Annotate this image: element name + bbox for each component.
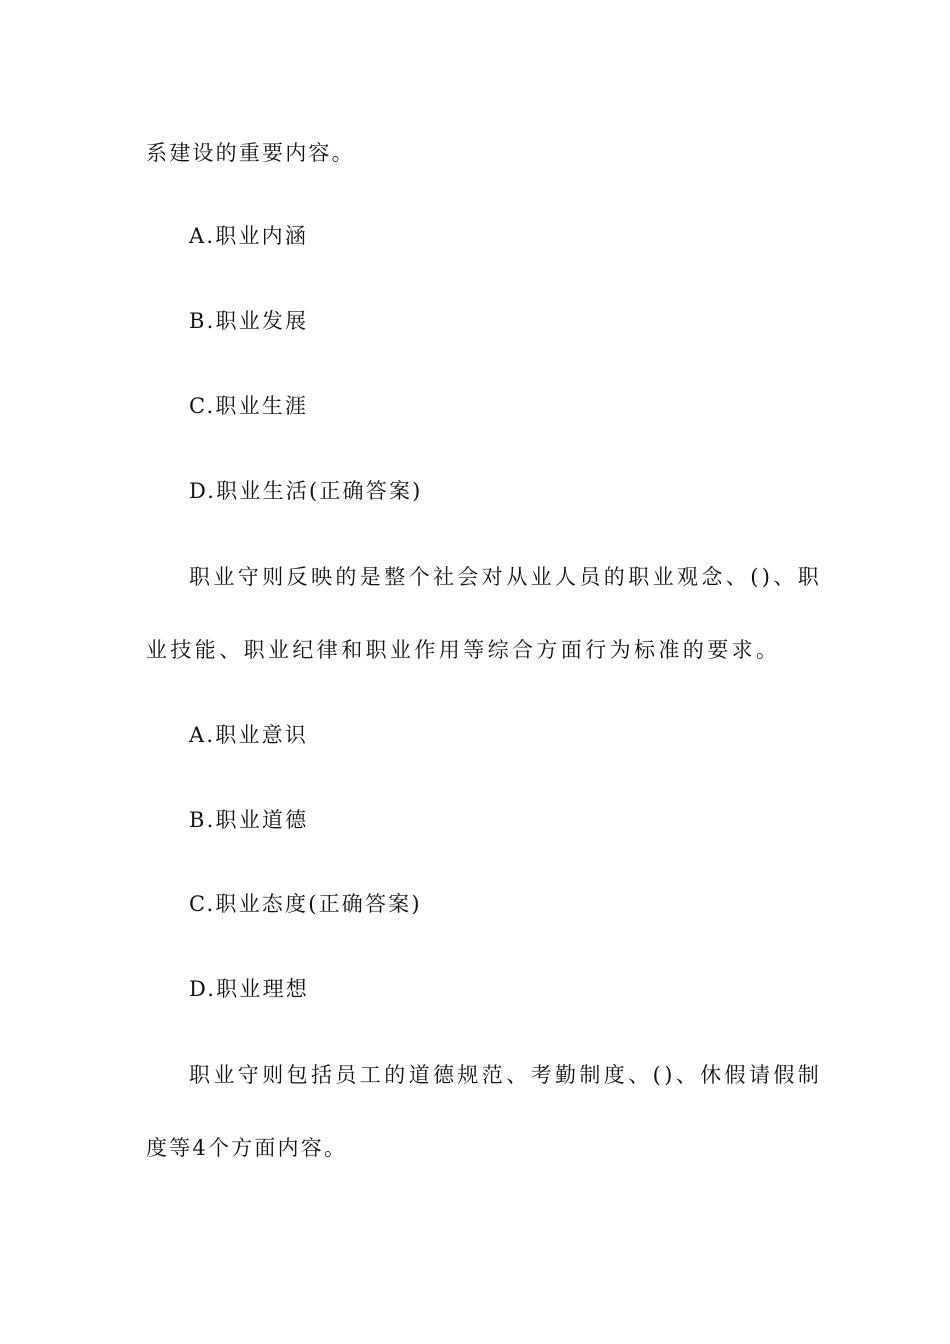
- question-text-line-2: 业技能、职业纪律和职业作用等综合方面行为标准的要求。: [146, 638, 781, 662]
- option-d-correct: D.职业生活(正确答案): [189, 479, 423, 503]
- option-c-correct: C.职业态度(正确答案): [189, 892, 422, 916]
- question-continuation-text: 系建设的重要内容。: [146, 141, 355, 165]
- option-b: B.职业道德: [189, 808, 309, 832]
- question-text-line-2: 度等4个方面内容。: [146, 1136, 348, 1160]
- question-text-line-1: 职业守则包括员工的道德规范、考勤制度、()、休假请假制: [189, 1063, 823, 1087]
- option-a: A.职业意识: [189, 723, 309, 747]
- option-d: D.职业理想: [189, 977, 309, 1001]
- option-b: B.职业发展: [189, 309, 309, 333]
- option-a: A.职业内涵: [189, 224, 309, 248]
- question-text-line-1: 职业守则反映的是整个社会对从业人员的职业观念、()、职: [189, 565, 823, 589]
- option-c: C.职业生涯: [189, 394, 309, 418]
